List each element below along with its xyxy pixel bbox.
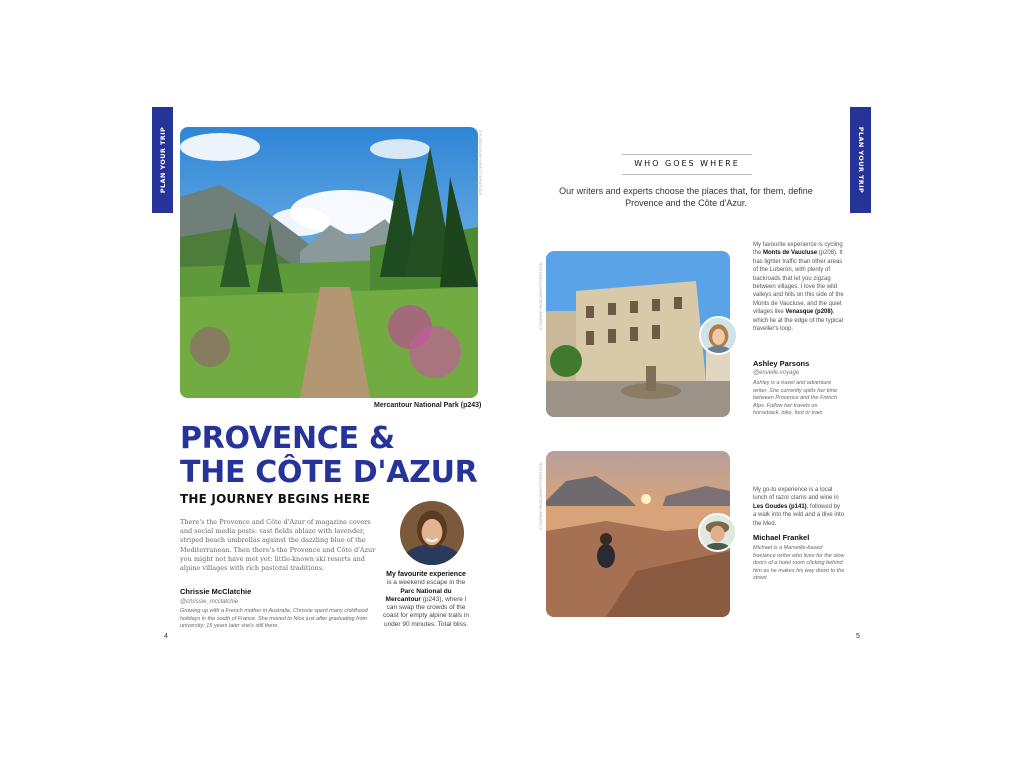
mercantour-photo — [180, 127, 478, 398]
tab-label: PLAN YOUR TRIP — [158, 126, 167, 194]
contributor-text-ashley — [753, 241, 845, 333]
contributor-avatar-ashley — [699, 316, 738, 355]
tab-label: PLAN YOUR TRIP — [856, 126, 865, 194]
section-rule-top — [622, 154, 752, 155]
title-line-2: THE CÔTE D'AZUR — [180, 455, 478, 490]
photo-credit: © SOPHIE PAGES/SHUTTERSTOCK — [538, 262, 543, 330]
contributor-handle: @envelle.voyage — [753, 370, 800, 376]
favourite-line2: (p243), where I can swap the crowds of the coast for empty alpine trails in under 90 minutes. Total bliss. — [383, 595, 469, 628]
page-title — [180, 422, 477, 490]
page-number-left: 4 — [164, 633, 168, 640]
contributor-place: Les Goudes (p141) — [753, 503, 807, 510]
title-line-1: PROVENCE & — [180, 421, 395, 456]
contributor-bio: Michael is a Marseille-based freelance writer who lives for the slow doors of a hotel room clicking behind him as he makes his way down to the street — [753, 545, 845, 581]
plan-your-trip-tab-right — [850, 107, 871, 213]
author-bio: Growing up with a French mother in Australia, Chrissie spent many childhood holidays in the south of France. She moved to Nice just after graduating from university; 15 years later she's still there. — [180, 608, 368, 629]
page-number-right: 5 — [856, 633, 860, 640]
section-title: WHO GOES WHERE — [634, 159, 740, 168]
contributor-end: , which lie at the edge of the typical traveller's loop. — [753, 309, 844, 333]
contributor-intro: My go-to experience is a local lunch of razor clams and wine in — [753, 487, 839, 502]
favourite-place: Parc National du Mercantour — [385, 587, 452, 603]
contributor-name: Michael Frankel — [753, 533, 810, 542]
favourite-heading: My favourite experience — [386, 571, 466, 578]
contributor-intro: My favourite experience is cycling the — [753, 242, 843, 257]
favourite-line1: is a weekend escape in the — [386, 579, 466, 587]
photo-caption: Mercantour National Park (p243) — [374, 402, 482, 409]
contributor-avatar-michael — [698, 513, 737, 552]
page-subtitle: THE JOURNEY BEGINS HERE — [180, 492, 371, 506]
photo-credit: © SOPHIE PAGES/SHUTTERSTOCK — [538, 462, 543, 530]
contributor-name: Ashley Parsons — [753, 359, 810, 368]
author-handle: @chrissie_mcclatchie — [180, 599, 239, 605]
photo-credit: © KOSOLOVSKY/SHUTTERSTOCK — [478, 130, 483, 196]
intro-paragraph: There's the Provence and Côte d'Azur of magazine covers and social media posts: vast fields ablaze with lavender, striped beach umbrellas against the dazzling blue of the Mediterranean. Then there's the Provence and Côte d'Azur you might not have met yet: little-known ski resorts and alpine villages with rich pastoral traditions. — [180, 518, 376, 573]
contributor-bio: Ashley is a travel and adventure writer. She currently splits her time between Provence and the French Alps. Follow her travels on horseback, bike, foot or train. — [753, 380, 838, 416]
favourite-experience — [383, 571, 469, 629]
contributor-text-michael — [753, 486, 845, 528]
contributor-mid: (p208). It has lighter traffic than other areas of the Luberon, with plenty of backroads that let you zigzag between villages. I love the wild valleys and hills on this side of the Monts de Vaucluse, and the quiet villages like — [753, 250, 844, 316]
author-name: Chrissie McClatchie — [180, 587, 252, 596]
section-rule-bottom — [622, 174, 752, 175]
contributor-end: , followed by a walk into the wild and a dive into the Med. — [753, 503, 845, 527]
section-description: Our writers and experts choose the places that, for them, define Provence and the Côte d'Azur. — [559, 186, 813, 208]
author-avatar — [398, 499, 466, 567]
plan-your-trip-tab-left — [152, 107, 173, 213]
contributor-place: Venasque (p208) — [785, 309, 833, 316]
contributor-place: Monts de Vaucluse — [763, 250, 818, 257]
